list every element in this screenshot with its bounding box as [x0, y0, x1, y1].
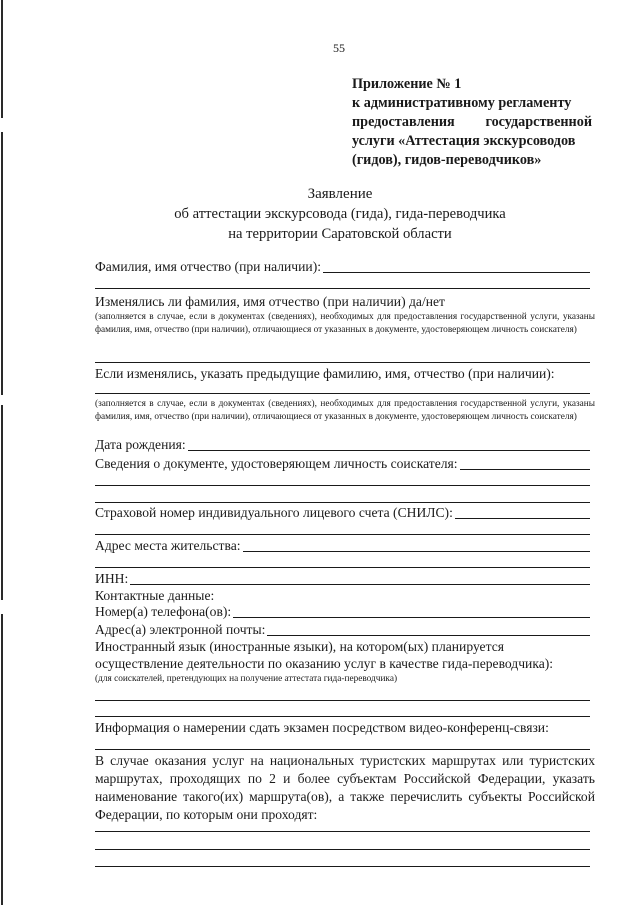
appendix-line	[352, 113, 592, 132]
appendix-word: предоставления	[352, 114, 455, 130]
appendix-line: (гидов), гидов-переводчиков»	[352, 152, 542, 168]
language-note: (для соискателей, претендующих на получение аттестата гида-переводчика)	[95, 674, 398, 684]
page-edge-gap	[0, 118, 6, 132]
email-label: Адрес(а) электронной почты:	[95, 622, 266, 637]
blank-line[interactable]	[95, 866, 590, 867]
blank-line[interactable]	[95, 534, 590, 535]
blank-line[interactable]	[95, 849, 590, 850]
snils-label: Страховой номер индивидуального лицевого счета (СНИЛС):	[95, 505, 453, 520]
language-label: осуществление деятельности по оказанию услуг в качестве гида-переводчика):	[95, 656, 554, 671]
phone-field[interactable]	[95, 604, 590, 620]
document-title: Заявление	[307, 186, 373, 202]
email-field[interactable]	[95, 622, 590, 638]
id-document-field[interactable]	[95, 456, 590, 472]
page-number: 55	[333, 41, 345, 55]
id-document-label: Сведения о документе, удостоверяющем личность соискателя:	[95, 456, 458, 471]
address-field[interactable]	[95, 538, 590, 554]
blank-line[interactable]	[95, 831, 590, 832]
id-document-line[interactable]	[460, 468, 590, 470]
address-line[interactable]	[243, 550, 590, 552]
appendix-line: к административному регламенту	[352, 95, 572, 111]
name-changed-label: Изменялись ли фамилия, имя отчество (при наличии) да/нет	[95, 294, 445, 309]
blank-line[interactable]	[95, 485, 590, 486]
birth-date-field[interactable]	[95, 437, 590, 453]
blank-line[interactable]	[95, 716, 590, 717]
appendix-word: государственной	[485, 114, 592, 130]
routes-paragraph: В случае оказания услуг на национальных туристских маршрутах или туристских маршрутах, проходящих по 2 и более субъектам Российской Федерации, указать наименование такого(их) маршрута(ов), а также перечислить субъекты Российской Федерации, по которым они проходят:	[95, 753, 595, 822]
video-exam-label: Информация о намерении сдать экзамен посредством видео-конференц-связи:	[95, 720, 549, 735]
phone-label: Номер(а) телефона(ов):	[95, 604, 232, 619]
inn-field[interactable]	[95, 571, 590, 587]
snils-field[interactable]	[95, 505, 590, 521]
contacts-label: Контактные данные:	[95, 588, 215, 603]
address-label: Адрес места жительства:	[95, 538, 241, 553]
blank-line[interactable]	[95, 393, 590, 394]
snils-line[interactable]	[455, 517, 590, 519]
blank-line[interactable]	[95, 700, 590, 701]
language-label: Иностранный язык (иностранные языки), на котором(ых) планируется	[95, 639, 504, 654]
appendix-header	[352, 75, 592, 170]
page-edge-gap	[0, 600, 6, 614]
birth-date-label: Дата рождения:	[95, 437, 186, 452]
blank-line[interactable]	[95, 362, 590, 363]
previous-name-label: Если изменялись, указать предыдущие фамилию, имя, отчество (при наличии):	[95, 366, 555, 381]
page-edge-mark	[1, 0, 3, 905]
document-subtitle: об аттестации экскурсовода (гида), гида-переводчика	[174, 206, 506, 222]
blank-line[interactable]	[95, 288, 590, 289]
blank-line[interactable]	[95, 749, 590, 750]
appendix-line: Приложение № 1	[352, 76, 462, 92]
note-text: (заполняется в случае, если в документах (сведениях), необходимых для предоставления государственной услуги, указаны фамилия, имя, отчество (при наличии), отличающиеся от указанных в документе, удостоверяющем личность соискателя)	[95, 399, 595, 422]
document-subtitle: на территории Саратовской области	[228, 226, 452, 242]
blank-line[interactable]	[95, 502, 590, 503]
note-text: (заполняется в случае, если в документах (сведениях), необходимых для предоставления государственной услуги, указаны фамилия, имя, отчество (при наличии), отличающиеся от указанных в документе, удостоверяющем личность соискателя)	[95, 312, 595, 335]
inn-label: ИНН:	[95, 571, 129, 586]
birth-date-line[interactable]	[188, 449, 590, 451]
email-line[interactable]	[267, 634, 590, 636]
blank-line[interactable]	[95, 567, 590, 568]
inn-line[interactable]	[130, 583, 590, 585]
full-name-field[interactable]	[95, 259, 590, 275]
full-name-line[interactable]	[323, 271, 590, 273]
appendix-line: услуги «Аттестация экскурсоводов	[352, 133, 576, 149]
page-edge-gap	[0, 395, 6, 405]
full-name-label: Фамилия, имя отчество (при наличии):	[95, 259, 321, 274]
phone-line[interactable]	[233, 616, 590, 618]
